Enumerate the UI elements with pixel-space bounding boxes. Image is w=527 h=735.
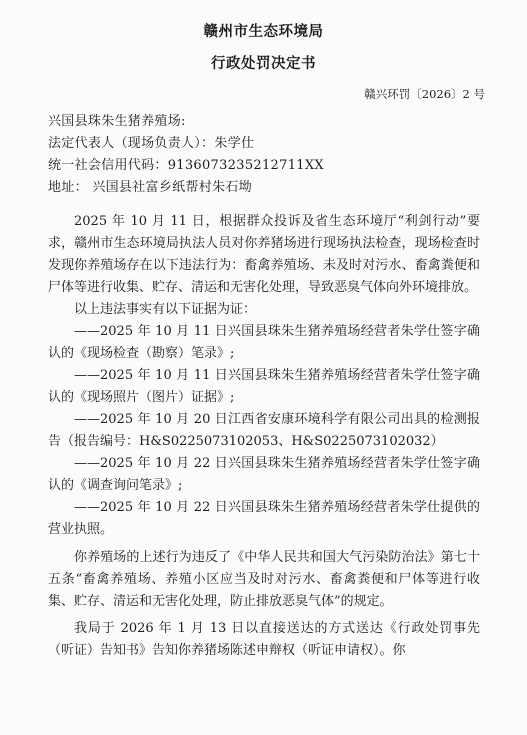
legal-representative: 法定代表人（现场负责人）：朱学仕 xyxy=(48,136,255,151)
evidence-item: ——2025 年 10 月 11 日兴国县珠朱生猪养殖场经营者朱学仕签字确认的《现场照片（图片）证据》; xyxy=(48,368,480,405)
document-body xyxy=(48,211,480,662)
agency-title: 赣州市生态环境局 xyxy=(203,23,324,40)
party-name: 兴国县珠朱生猪养殖场: xyxy=(48,114,186,129)
evidence-item: ——2025 年 10 月 22 日兴国县珠朱生猪养殖场经营者朱学仕提供的营业执照。 xyxy=(48,500,480,537)
party-address: 地址： 兴国县社富乡纸帮村朱石坳 xyxy=(48,180,252,195)
body-paragraph: 你养殖场的上述行为违反了《中华人民共和国大气污染防治法》第七十五条“畜禽养殖场、养殖小区应当及时对污水、畜禽粪便和尸体等进行收集、贮存、清运和无害化处理，防止排放恶臭气体”的规定。 xyxy=(48,550,480,609)
document-type-title: 行政处罚决定书 xyxy=(211,55,316,72)
credit-code: 统一社会信用代码：9136073235212711XX xyxy=(48,158,324,173)
body-paragraph: 2025 年 10 月 11 日，根据群众投诉及省生态环境厅“利剑行动”要求，赣州市生态环境局执法人员对你养猪场进行现场执法检查，现场检查时发现你养殖场存在以下违法行为：畜禽养殖场、未及时对污水、畜禽粪便和尸体等进行收集、贮存、清运和无害化处理，导致恶臭气体向外环境排放。 xyxy=(48,214,480,295)
body-paragraph: 我局于 2026 年 1 月 13 日以直接送达的方式送达《行政处罚事先（听证）告知书》告知你养猪场陈述申辩权（听证申请权）。你 xyxy=(48,621,480,658)
evidence-item: ——2025 年 10 月 11 日兴国县珠朱生猪养殖场经营者朱学仕签字确认的《现场检查（勘察）笔录》; xyxy=(48,324,480,361)
evidence-item: ——2025 年 10 月 22 日兴国县珠朱生猪养殖场经营者朱学仕签字确认的《调查询问笔录》; xyxy=(48,456,480,493)
document-number: 赣兴环罚〔2026〕2 号 xyxy=(364,87,485,101)
evidence-item: ——2025 年 10 月 20 日江西省安康环境科学有限公司出具的检测报告（报告编号：H&S0225073102053、H&S0225073102032） xyxy=(48,412,480,449)
body-paragraph: 以上违法事实有以下证据为证： xyxy=(74,302,257,317)
